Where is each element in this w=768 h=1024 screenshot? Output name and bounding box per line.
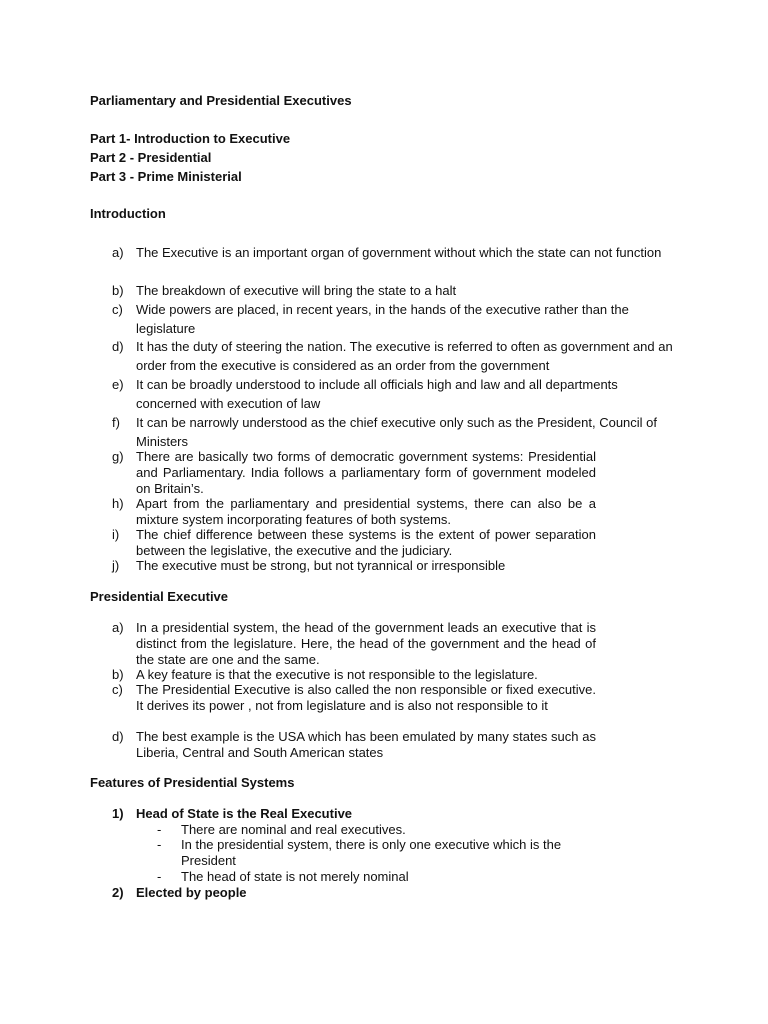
list-text: The best example is the USA which has been emulated by many states such as Liberia, Central and South American states bbox=[136, 729, 596, 760]
list-label: a) bbox=[112, 245, 124, 260]
feature-number: 2) bbox=[112, 885, 124, 900]
point-text: There are nominal and real executives. bbox=[181, 822, 406, 837]
intro-item-h bbox=[112, 496, 596, 528]
list-text: The breakdown of executive will bring the state to a halt bbox=[136, 283, 457, 298]
list-text: The Executive is an important organ of government without which the state can not function bbox=[136, 245, 662, 260]
intro-item-a bbox=[112, 243, 677, 262]
intro-item-e bbox=[112, 375, 677, 413]
list-text: Wide powers are placed, in recent years, in the hands of the executive rather than the legislature bbox=[136, 302, 629, 336]
list-label: b) bbox=[112, 667, 124, 682]
intro-item-d bbox=[112, 337, 677, 375]
intro-item-j bbox=[112, 558, 596, 574]
feature-item-1 bbox=[112, 806, 596, 822]
feature-title: Elected by people bbox=[136, 885, 247, 900]
dash-bullet: - bbox=[157, 837, 162, 852]
feature-number: 1) bbox=[112, 806, 124, 821]
point-text: In the presidential system, there is only one executive which is the President bbox=[181, 837, 562, 868]
list-text: There are basically two forms of democratic government systems: Presidential and Parliamentary. India follows a parliamentary form of government modeled on Britain’s. bbox=[136, 449, 596, 496]
point-text: The head of state is not merely nominal bbox=[181, 869, 409, 884]
intro-item-b bbox=[112, 281, 677, 300]
list-text: In a presidential system, the head of the government leads an executive that is distinct from the legislature. Here, the head of the government and the head of the state are one and the same. bbox=[136, 620, 596, 667]
list-label: e) bbox=[112, 377, 124, 392]
list-label: d) bbox=[112, 339, 124, 354]
intro-item-i bbox=[112, 527, 596, 559]
presidential-executive-heading: Presidential Executive bbox=[90, 589, 229, 604]
introduction-heading: Introduction bbox=[90, 206, 166, 221]
list-label: i) bbox=[112, 527, 120, 542]
feature-1-point-3 bbox=[157, 869, 597, 885]
list-text: The Presidential Executive is also called the non responsible or fixed executive. It derives its power , not from legislature and is also not responsible to it bbox=[136, 682, 596, 713]
list-text: It has the duty of steering the nation. The executive is referred to often as government and an order from the executive is considered as an order from the government bbox=[136, 339, 673, 373]
list-text: A key feature is that the executive is not responsible to the legislature. bbox=[136, 667, 538, 682]
list-label: b) bbox=[112, 283, 124, 298]
list-text: The chief difference between these systems is the extent of power separation between the legislative, the executive and the judiciary. bbox=[136, 527, 596, 558]
list-text: Apart from the parliamentary and presidential systems, there can also be a mixture system incorporating features of both systems. bbox=[136, 496, 596, 527]
pres-item-d bbox=[112, 729, 596, 761]
pres-item-b bbox=[112, 667, 596, 683]
feature-1-point-1 bbox=[157, 822, 597, 838]
list-label: d) bbox=[112, 729, 124, 744]
list-label: g) bbox=[112, 449, 124, 464]
feature-title: Head of State is the Real Executive bbox=[136, 806, 353, 821]
intro-item-f bbox=[112, 413, 677, 451]
list-label: j) bbox=[112, 558, 120, 573]
part-1: Part 1- Introduction to Executive bbox=[90, 131, 291, 146]
dash-bullet: - bbox=[157, 822, 162, 837]
list-label: c) bbox=[112, 302, 123, 317]
part-3: Part 3 - Prime Ministerial bbox=[90, 169, 242, 184]
feature-1-point-2 bbox=[157, 837, 597, 869]
intro-item-g bbox=[112, 449, 596, 497]
pres-item-a bbox=[112, 620, 596, 668]
list-text: It can be narrowly understood as the chief executive only such as the President, Council of Ministers bbox=[136, 415, 658, 449]
list-label: a) bbox=[112, 620, 124, 635]
feature-item-2 bbox=[112, 885, 596, 901]
intro-item-c bbox=[112, 300, 677, 338]
list-text: The executive must be strong, but not tyrannical or irresponsible bbox=[136, 558, 506, 573]
list-label: c) bbox=[112, 682, 123, 697]
dash-bullet: - bbox=[157, 869, 162, 884]
pres-item-c bbox=[112, 682, 596, 714]
list-label: h) bbox=[112, 496, 124, 511]
list-label: f) bbox=[112, 415, 120, 430]
document-title: Parliamentary and Presidential Executives bbox=[90, 93, 352, 108]
features-heading: Features of Presidential Systems bbox=[90, 775, 295, 790]
list-text: It can be broadly understood to include all officials high and law and all departments concerned with execution of law bbox=[136, 377, 618, 411]
part-2: Part 2 - Presidential bbox=[90, 150, 212, 165]
